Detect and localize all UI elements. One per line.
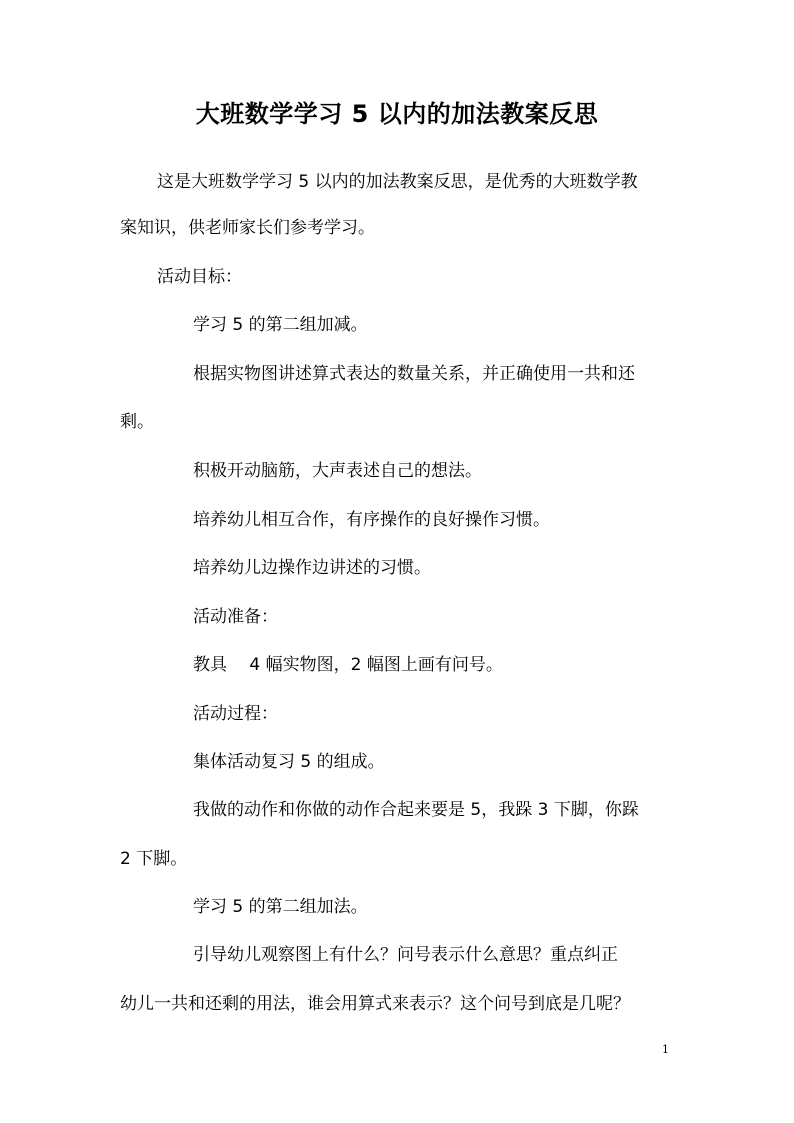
section-heading: 活动过程： [193, 704, 278, 724]
paragraph-line: 集体活动复习 5 的组成。 [193, 752, 385, 772]
paragraph-line: 幼儿一共和还剩的用法，谁会用算式来表示？这个问号到底是几呢？ [120, 994, 630, 1014]
paragraph-line: 根据实物图讲述算式表达的数量关系，并正确使用一共和还 [193, 364, 635, 384]
paragraph-line: 剩。 [120, 412, 154, 432]
paragraph-line: 2 下脚。 [120, 849, 188, 869]
paragraph-line: 学习 5 的第二组加法。 [193, 897, 368, 917]
section-heading: 活动目标： [157, 267, 242, 287]
paragraph-line: 引导幼儿观察图上有什么？问号表示什么意思？重点纠正 [193, 945, 618, 965]
paragraph-line: 学习 5 的第二组加减。 [193, 315, 368, 335]
paragraph-line: 积极开动脑筋，大声表述自己的想法。 [193, 461, 482, 481]
section-heading: 活动准备： [193, 607, 278, 627]
paragraph-line: 培养幼儿边操作边讲述的习惯。 [193, 558, 431, 578]
paragraph-line: 案知识，供老师家长们参考学习。 [120, 218, 375, 238]
page-number: 1 [662, 1043, 669, 1056]
paragraph-line: 这是大班数学学习 5 以内的加法教案反思，是优秀的大班数学教 [157, 172, 638, 192]
paragraph-line: 我做的动作和你做的动作合起来要是 5，我跺 3 下脚，你跺 [193, 800, 639, 820]
paragraph-line: 培养幼儿相互合作，有序操作的良好操作习惯。 [193, 510, 550, 530]
paragraph-line: 教具 4 幅实物图，2 幅图上画有问号。 [193, 655, 503, 675]
document-title: 大班数学学习 5 以内的加法教案反思 [195, 100, 599, 128]
